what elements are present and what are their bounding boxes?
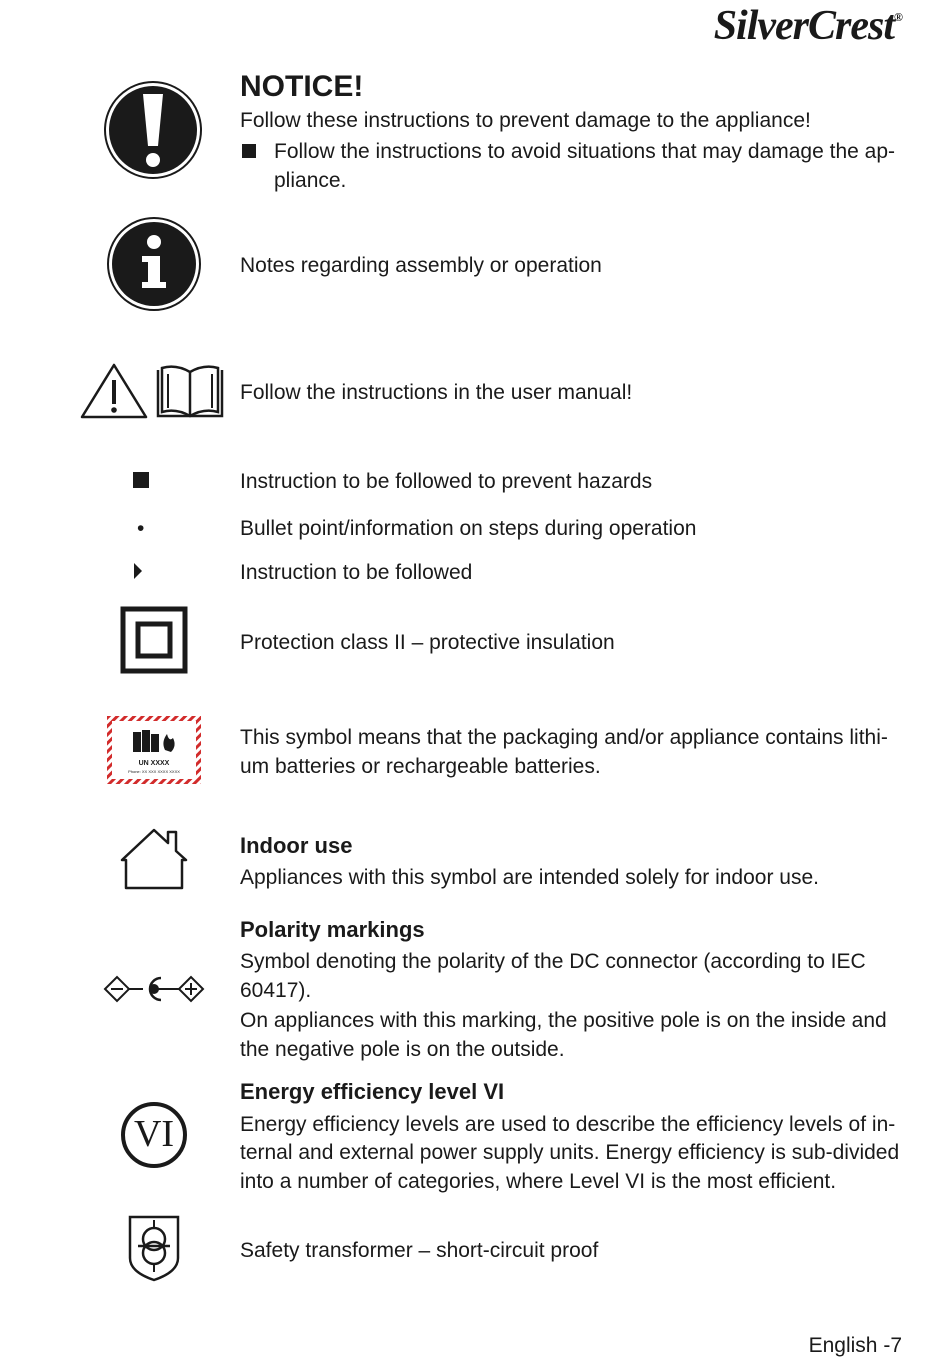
energy-title: Energy efficiency level VI bbox=[240, 1079, 505, 1104]
energy-line-1: Energy efficiency levels are used to describe the efficiency levels of in- bbox=[240, 1113, 896, 1136]
lithium-text-line-1: This symbol means that the packaging and/or appliance contains lithi- bbox=[240, 726, 888, 749]
registered-mark: ® bbox=[894, 10, 902, 24]
lithium-label-un: UN XXXX bbox=[138, 760, 170, 767]
transformer-text: Safety transformer – short-circuit proof bbox=[240, 1239, 599, 1262]
bullet-text: Bullet point/information on steps during operation bbox=[240, 517, 697, 540]
info-icon bbox=[106, 216, 202, 312]
warning-triangle-icon bbox=[80, 362, 148, 420]
safety-transformer-icon bbox=[127, 1214, 181, 1282]
polarity-line-4: the negative pole is on the outside. bbox=[240, 1038, 565, 1061]
hazard-square-icon bbox=[133, 472, 149, 488]
energy-line-2: ternal and external power supply units. Energy efficiency is sub-divided bbox=[240, 1141, 900, 1164]
square-bullet-icon bbox=[242, 144, 256, 158]
indoor-text: Appliances with this symbol are intended solely for indoor use. bbox=[240, 866, 819, 889]
notice-line: Follow these instructions to prevent damage to the appliance! bbox=[240, 109, 811, 132]
notice-bullet-line-2: pliance. bbox=[274, 169, 347, 192]
instruction-text: Instruction to be followed bbox=[240, 561, 473, 584]
lithium-battery-label-icon bbox=[107, 716, 201, 784]
energy-level-vi-icon bbox=[120, 1101, 188, 1169]
manual-text: Follow the instructions in the user manual! bbox=[240, 381, 633, 404]
polarity-line-3: On appliances with this marking, the positive pole is on the inside and bbox=[240, 1009, 887, 1032]
energy-level-symbol: VI bbox=[133, 1113, 175, 1155]
brand-name: SilverCrest bbox=[713, 3, 895, 49]
notice-bullet-line-1: Follow the instructions to avoid situations that may damage the ap- bbox=[274, 140, 895, 163]
hazard-text: Instruction to be followed to prevent hazards bbox=[240, 470, 653, 493]
lithium-text-line-2: um batteries or rechargeable batteries. bbox=[240, 755, 601, 778]
protection-text: Protection class II – protective insulation bbox=[240, 631, 615, 654]
notice-title: NOTICE! bbox=[240, 70, 364, 103]
polarity-line-1: Symbol denoting the polarity of the DC connector (according to IEC bbox=[240, 950, 866, 973]
polarity-title: Polarity markings bbox=[240, 917, 425, 942]
arrow-right-icon bbox=[133, 562, 143, 580]
protection-class-icon bbox=[120, 606, 188, 674]
brand-logo bbox=[714, 2, 902, 50]
notice-icon bbox=[103, 80, 203, 180]
manual-book-icon bbox=[154, 362, 226, 420]
lithium-label-phone: Phone: XX XXX XXXX XXXX bbox=[128, 769, 180, 774]
house-icon bbox=[120, 826, 188, 890]
page-number: English -7 bbox=[808, 1334, 902, 1357]
energy-line-3: into a number of categories, where Level VI is the most efficient. bbox=[240, 1170, 837, 1193]
bullet-dot-icon: • bbox=[137, 517, 145, 540]
info-text: Notes regarding assembly or operation bbox=[240, 254, 602, 277]
polarity-line-2: 60417). bbox=[240, 979, 312, 1002]
polarity-icon bbox=[103, 972, 205, 1006]
indoor-title: Indoor use bbox=[240, 833, 353, 858]
